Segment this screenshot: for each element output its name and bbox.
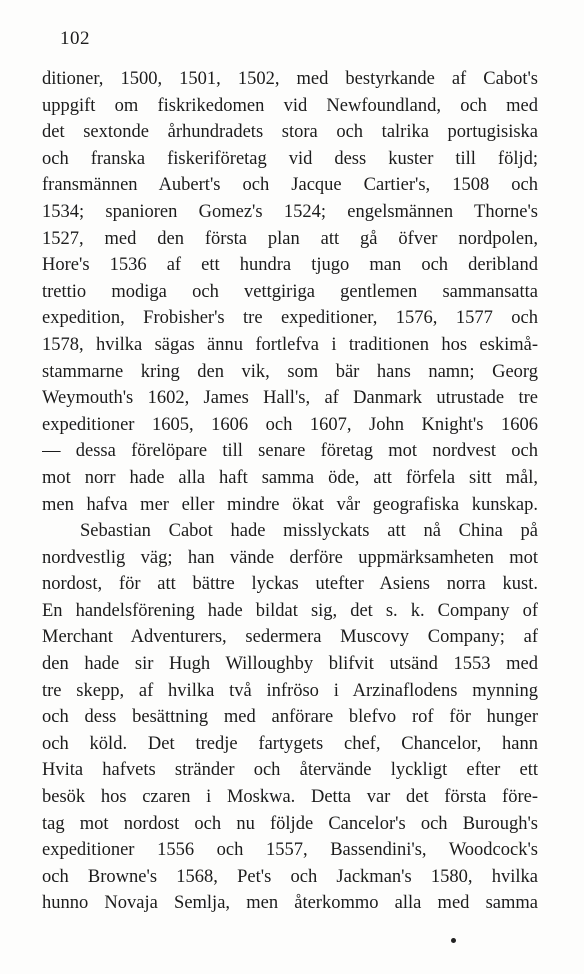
text-line: det sextonde århundradets stora och talrika portugisiska (42, 122, 538, 143)
text-line: och franska fiskeriföretag vid dess kuster till följd; (42, 148, 538, 169)
paragraph-start-line: Sebastian Cabot hade misslyckats att nå China på (80, 521, 538, 542)
text-line: expeditioner 1605, 1606 och 1607, John Knight's 1606 (42, 414, 538, 435)
text-line: Weymouth's 1602, James Hall's, af Danmark utrustade tre (42, 388, 538, 409)
text-line: 1578, hvilka sägas ännu fortlefva i traditionen hos eskimå- (42, 334, 538, 355)
text-line: Hore's 1536 af ett hundra tjugo man och deribland (42, 255, 538, 276)
text-line: nordvestlig väg; han vände derföre uppmärksamheten mot (42, 547, 538, 568)
text-line: och dess besättning med anförare blefvo rof för hunger (42, 707, 538, 728)
text-line: 1534; spanioren Gomez's 1524; engelsmännen Thorne's (42, 201, 538, 222)
text-line: hunno Novaja Semlja, men återkommo alla med samma (42, 893, 538, 914)
text-line: men hafva mer eller mindre ökat vår geografiska kunskap. (42, 494, 538, 515)
text-line: mot norr hade alla haft samma öde, att förfela sitt mål, (42, 467, 538, 488)
text-line: Merchant Adventurers, sedermera Muscovy Company; af (42, 627, 538, 648)
text-line: och köld. Det tredje fartygets chef, Chancelor, hann (42, 733, 538, 754)
text-line: 1527, med den första plan att gå öfver nordpolen, (42, 228, 538, 249)
text-line: tre skepp, af hvilka två infröso i Arzinaflodens mynning (42, 680, 538, 701)
text-line: expeditioner 1556 och 1557, Bassendini's, Woodcock's (42, 840, 538, 861)
text-line: Hvita hafvets stränder och återvände lyckligt efter ett (42, 760, 538, 781)
body-text (42, 66, 538, 917)
text-line: den hade sir Hugh Willoughby blifvit utsänd 1553 med (42, 654, 538, 675)
text-line: tag mot nordost och nu följde Cancelor's och Burough's (42, 813, 538, 834)
text-line: stammarne kring den vik, som bär hans namn; Georg (42, 361, 538, 382)
text-line: och Browne's 1568, Pet's och Jackman's 1580, hvilka (42, 866, 538, 887)
page-number: 102 (60, 28, 90, 49)
text-line: expedition, Frobisher's tre expeditioner, 1576, 1577 och (42, 308, 538, 329)
text-line: trettio modiga och vettgiriga gentlemen sammansatta (42, 281, 538, 302)
text-line: fransmännen Aubert's och Jacque Cartier's, 1508 och (42, 175, 538, 196)
text-line: En handelsförening hade bildat sig, det s. k. Company of (42, 600, 538, 621)
signature-mark (451, 938, 456, 943)
text-line: nordost, för att bättre lyckas utefter Asiens norra kust. (42, 574, 538, 595)
text-line: uppgift om fiskrikedomen vid Newfoundland, och med (42, 95, 538, 116)
text-line: besök hos czaren i Moskwa. Detta var det första före- (42, 787, 538, 808)
text-line: ditioner, 1500, 1501, 1502, med bestyrkande af Cabot's (42, 69, 538, 89)
text-line: — dessa förelöpare till senare företag mot nordvest och (42, 441, 538, 462)
